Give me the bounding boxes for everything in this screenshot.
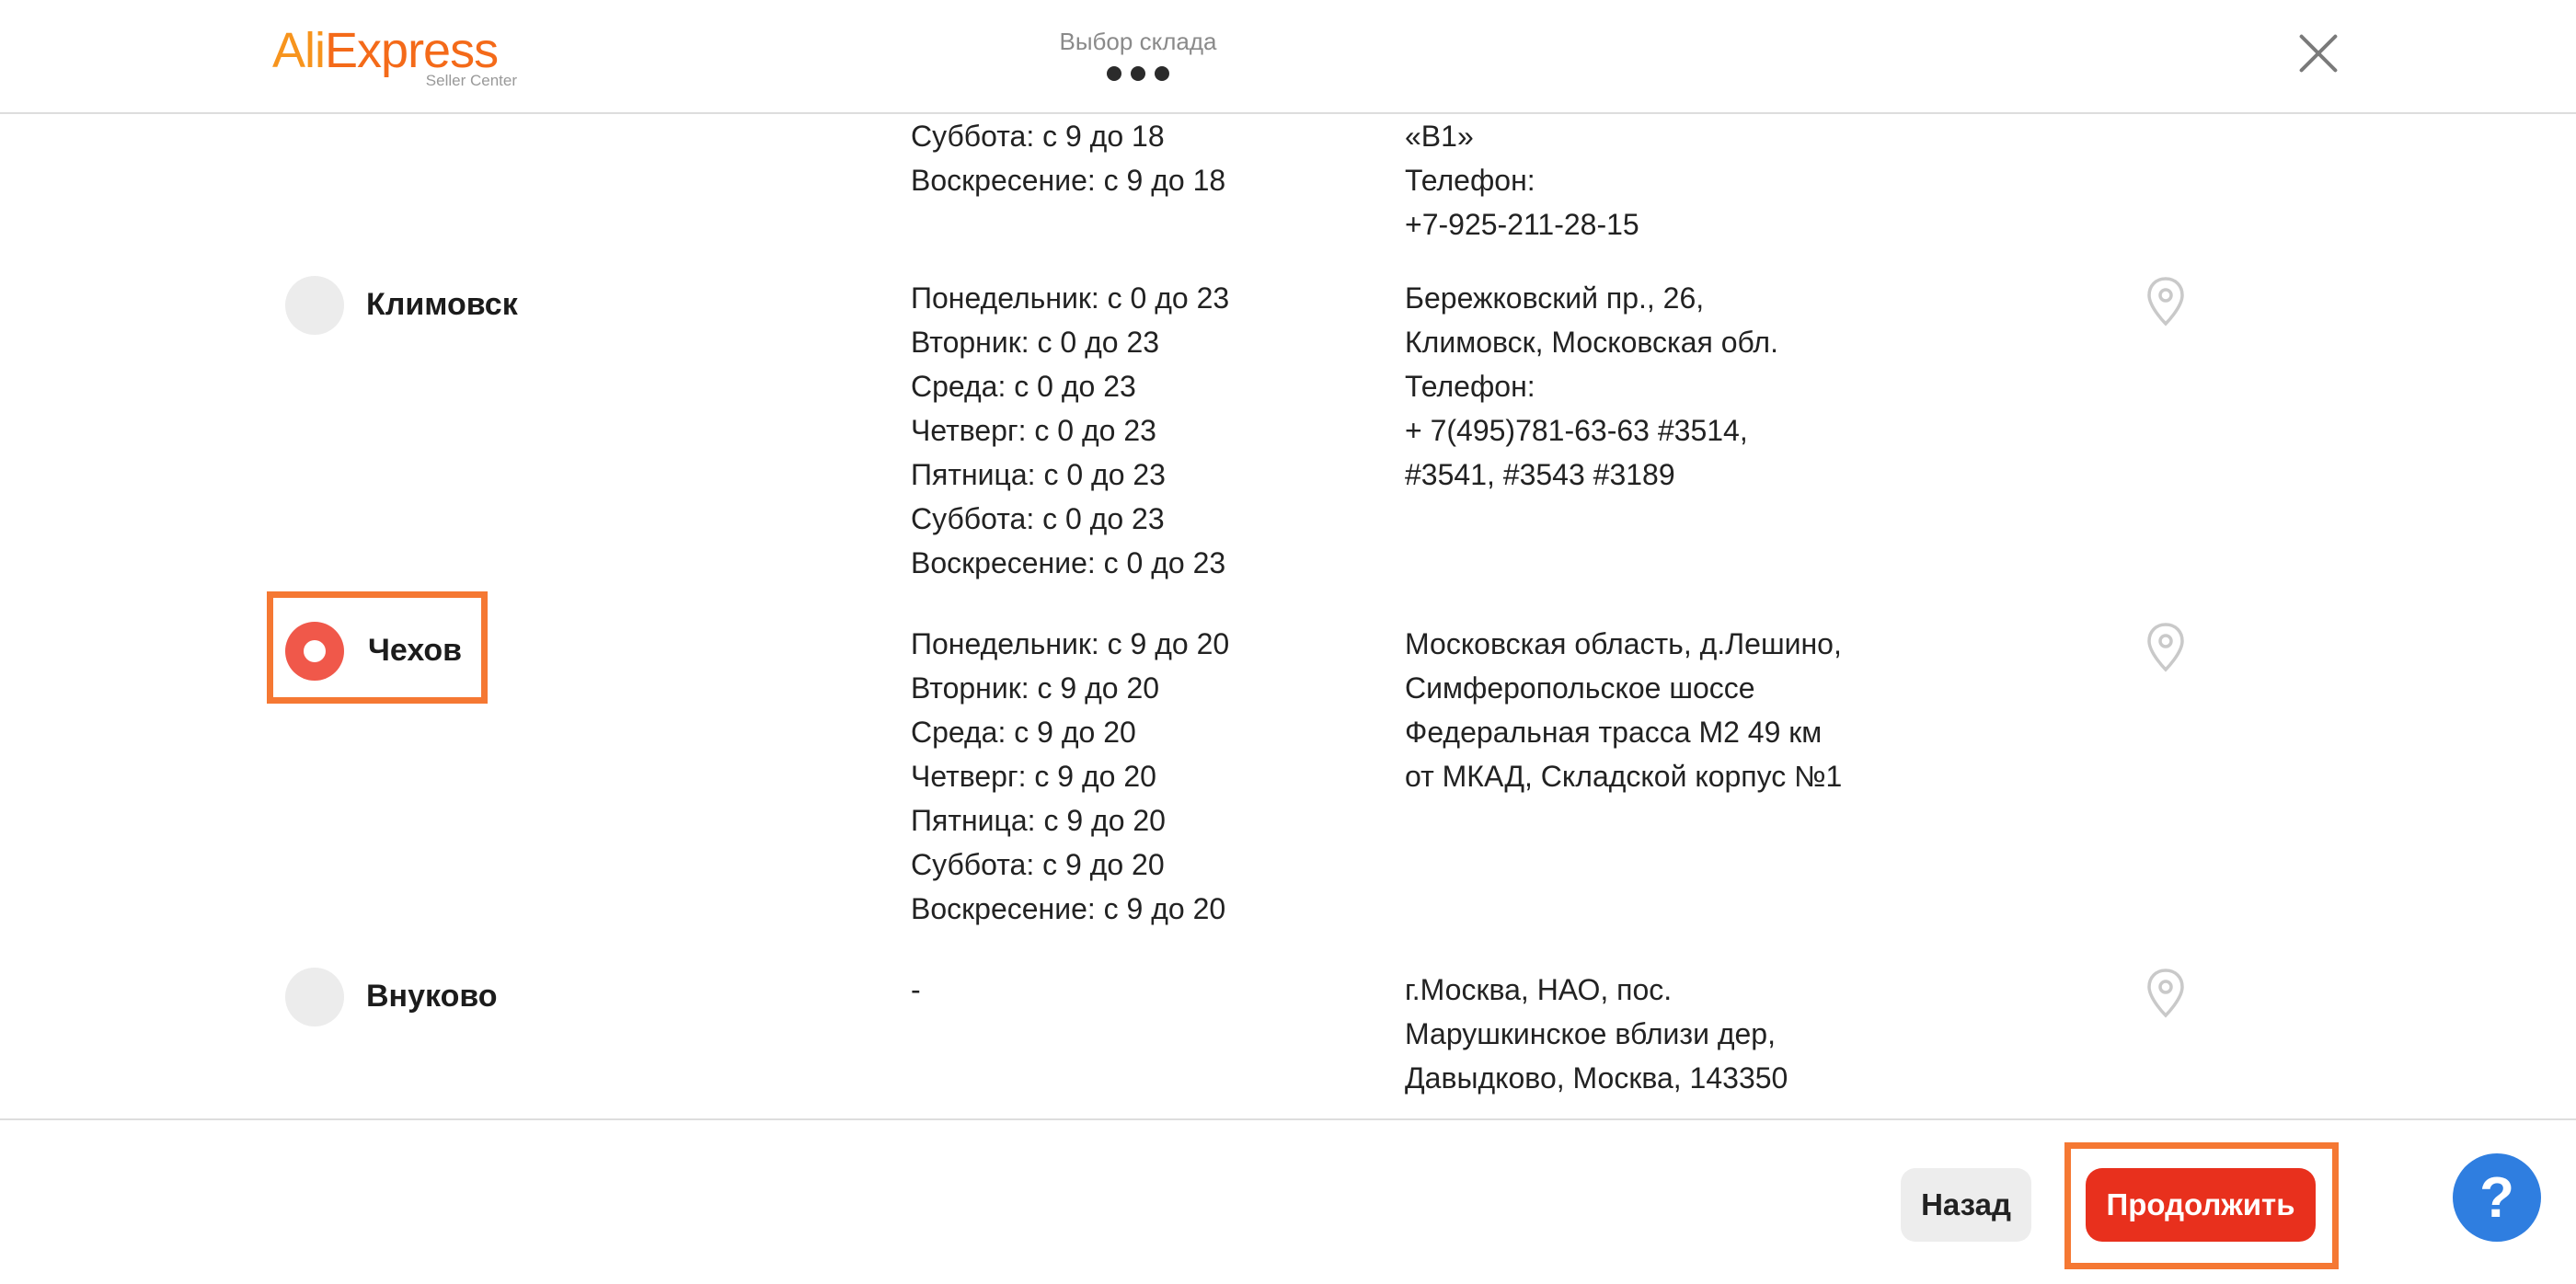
schedule-line: Понедельник: с 0 до 23 <box>911 281 1230 315</box>
location-pin-icon[interactable] <box>2145 968 2186 1019</box>
warehouse-radio-vnukovo[interactable] <box>285 968 344 1026</box>
address-line: «В1» <box>1405 120 1474 153</box>
warehouse-name-vnukovo[interactable]: Внуково <box>366 979 498 1014</box>
schedule-line: Вторник: с 0 до 23 <box>911 326 1160 359</box>
step-dot <box>1131 66 1145 81</box>
warehouse-name-klimovsk[interactable]: Климовск <box>366 287 518 322</box>
schedule-line: Четверг: с 9 до 20 <box>911 760 1156 793</box>
continue-button[interactable]: Продолжить <box>2086 1168 2316 1242</box>
schedule-line: Среда: с 9 до 20 <box>911 716 1136 749</box>
schedule-line: Воскресение: с 0 до 23 <box>911 546 1226 579</box>
warehouse-radio-klimovsk[interactable] <box>285 276 344 335</box>
schedule-line: - <box>911 973 921 1006</box>
schedule-line: Понедельник: с 9 до 20 <box>911 627 1230 660</box>
help-icon[interactable]: ? <box>2453 1153 2541 1242</box>
back-button[interactable]: Назад <box>1901 1168 2031 1242</box>
schedule-line: Воскресение: с 9 до 20 <box>911 892 1226 925</box>
schedule-line: Суббота: с 9 до 20 <box>911 848 1165 881</box>
step-title: Выбор склада <box>1059 28 1217 55</box>
step-dot <box>1107 66 1121 81</box>
address-line: Московская область, д.Лешино, <box>1405 627 1842 660</box>
location-pin-icon[interactable] <box>2145 276 2186 327</box>
address-line: от МКАД, Складской корпус №1 <box>1405 760 1843 793</box>
close-icon[interactable] <box>2296 31 2340 75</box>
address-line: Симферопольское шоссе <box>1405 671 1755 705</box>
address-line: Марушкинское вблизи дер, <box>1405 1017 1776 1050</box>
address-line: #3541, #3543 #3189 <box>1405 458 1675 491</box>
address-klimovsk <box>1405 276 1778 497</box>
schedule-line: Пятница: с 9 до 20 <box>911 804 1166 837</box>
schedule-line: Суббота: с 9 до 18 <box>911 120 1165 153</box>
schedule-vnukovo <box>911 968 921 1012</box>
warehouse-name-chekhov[interactable]: Чехов <box>368 633 463 668</box>
address-line: Климовск, Московская обл. <box>1405 326 1778 359</box>
logo-subtitle: Seller Center <box>425 72 517 89</box>
address-line: + 7(495)781-63-63 #3514, <box>1405 414 1748 447</box>
address-line: Телефон: <box>1405 164 1535 197</box>
schedule-line: Четверг: с 0 до 23 <box>911 414 1156 447</box>
address-line: Давыдково, Москва, 143350 <box>1405 1061 1788 1095</box>
address-line: +7-925-211-28-15 <box>1405 208 1639 241</box>
location-pin-icon[interactable] <box>2145 622 2186 673</box>
step-indicator <box>1107 66 1169 81</box>
warehouse-radio-chekhov[interactable] <box>285 622 344 681</box>
schedule-line: Воскресение: с 9 до 18 <box>911 164 1226 197</box>
schedule-line: Среда: с 0 до 23 <box>911 370 1136 403</box>
schedule-chekhov <box>911 622 1229 931</box>
partial-schedule <box>911 114 1225 202</box>
address-line: Телефон: <box>1405 370 1535 403</box>
schedule-line: Пятница: с 0 до 23 <box>911 458 1166 491</box>
schedule-klimovsk <box>911 276 1229 585</box>
aliexpress-logo[interactable] <box>272 23 517 89</box>
address-line: Федеральная трасса М2 49 км <box>1405 716 1823 749</box>
address-chekhov <box>1405 622 1842 798</box>
partial-address <box>1405 114 1639 246</box>
header <box>0 0 2576 114</box>
address-vnukovo <box>1405 968 1788 1100</box>
schedule-line: Вторник: с 9 до 20 <box>911 671 1160 705</box>
schedule-line: Суббота: с 0 до 23 <box>911 502 1165 535</box>
step-dot <box>1155 66 1169 81</box>
address-line: г.Москва, НАО, пос. <box>1405 973 1673 1006</box>
footer <box>0 1118 2576 1284</box>
logo-express-text: Express <box>325 23 499 78</box>
address-line: Бережковский пр., 26, <box>1405 281 1705 315</box>
logo-ali-text: Ali <box>272 23 326 78</box>
warehouse-list <box>0 114 2576 1118</box>
